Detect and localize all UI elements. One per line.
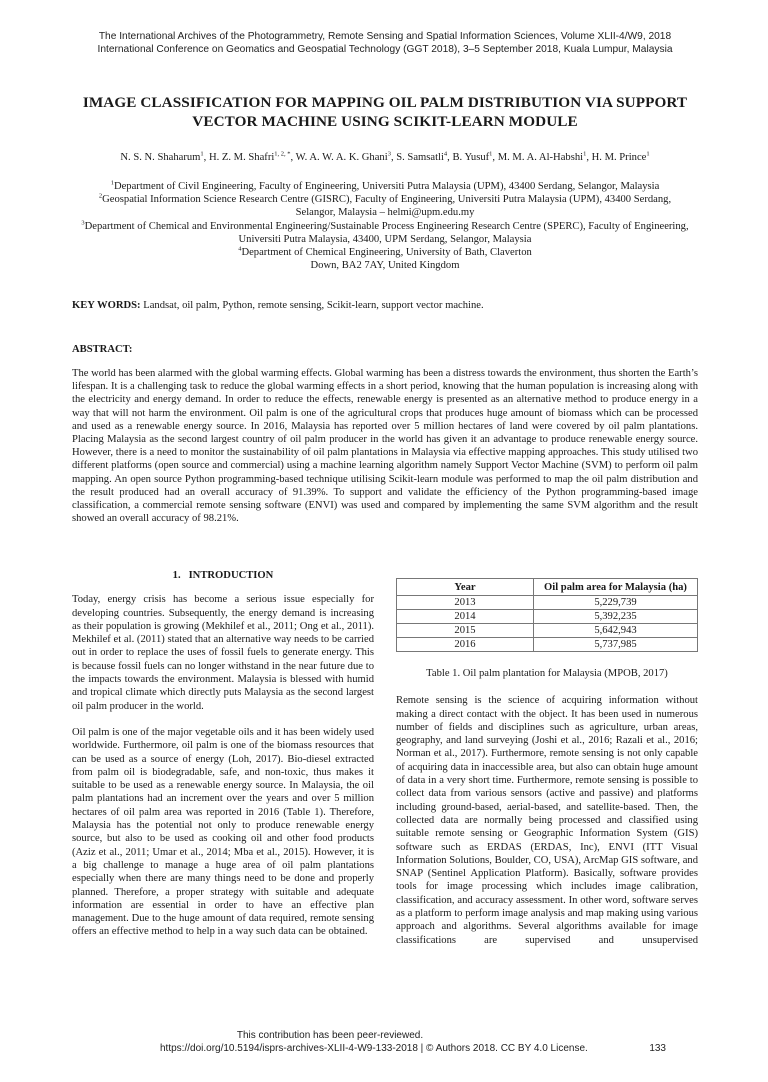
cell-area: 5,392,235 [534, 610, 698, 624]
keywords [72, 299, 702, 312]
table-caption: Table 1. Oil palm plantation for Malaysia (MPOB, 2017) [426, 668, 668, 679]
abstract-heading: ABSTRACT: [72, 344, 133, 355]
affiliation: $^1$Department of Civil Engineering, Faculty of Engineering, Universiti Putra Malaysia (UPM), 43400 Serdang, Selangor, Malaysia [110, 179, 660, 192]
page-number: 133 [649, 1043, 666, 1054]
section-heading-introduction: 1. INTRODUCTION [172, 570, 274, 581]
author: B. Yusuf$^1$ [452, 150, 493, 163]
author-list: N. S. N. Shaharum$^1$, H. Z. M. Shafri$^{1, 2, *}$, W. A. W. A. K. Ghani$^3$, S. Samsatli$^4$, B. Yusuf$^1$, M. M. A. Al-Habshi$^1$, H. M. Prince$^1$ [120, 150, 650, 163]
column-header-area: Oil palm area for Malaysia (ha) [534, 579, 698, 596]
abstract-text: The world has been alarmed with the global warming effects. Global warming has been a distress towards the environment, thus shorten the Earth’s lifespan. It is a challenging task to reduce the global warming effects in a short period, knowing that the human population is increasing along with the electricity and energy demand. In order to reduce the effects, renewable energy is presented as an alternative method to produce energy in a way that will not harm the environment. Oil palm is one of the agricultural crops that produces huge amount of biomass which can be processed and used as a renewable energy source. In 2016, Malaysia has reported over 5 million hectares of land were covered by oil palm plantations. Placing Malaysia as the second largest country of oil palm producer in the world has given it an advantage to produce renewable energy source. However, there is a need to monitor the sustainability of oil palm plantations in Malaysia via effective mapping approaches. This study utilised two different platforms (open source and commercial) using a machine learning algorithm namely Support Vector Machine (SVM) to perform oil palm mapping. An open source Python programming-based technique utilising Scikit-learn module was performed to map the oil palm distribution and the result produced had an overall accuracy of 91.39%. To support and validate the efficiency of the Python programming-based image classification, a commercial remote sensing software (ENVI) was used and compared by implementing the same SVM algorithm and the result showed an overall accuracy of 98.21%. [72, 368, 698, 525]
cell-year: 2014 [397, 610, 534, 624]
author: W. A. W. A. K. Ghani$^3$ [295, 150, 391, 163]
cell-area: 5,642,943 [534, 624, 698, 638]
paper-title-line-2: VECTOR MACHINE USING SCIKIT-LEARN MODULE [192, 113, 578, 130]
cell-area: 5,229,739 [534, 596, 698, 610]
column-header-year: Year [397, 579, 534, 596]
running-head-conference: International Conference on Geomatics and Geospatial Technology (GGT 2018), 3–5 September 2018, Kuala Lumpur, Malaysia [97, 44, 673, 55]
keywords-text: Landsat, oil palm, Python, remote sensing, Scikit-learn, support vector machine. [143, 300, 484, 311]
author: N. S. N. Shaharum$^1$ [120, 150, 204, 163]
running-head-journal: The International Archives of the Photogrammetry, Remote Sensing and Spatial Information Sciences, Volume XLII-4/W9, 2018 [98, 31, 672, 42]
remote-sensing-paragraph: Remote sensing is the science of acquiring information without making a direct contact with the object. It has been used in numerous number of fields and disciplines such as agriculture, urban areas, geography, and land surveying (Joshi et al., 2016; Razali et al., 2016; Norman et al., 2017). Furthermore, remote sensing is not only capable of acquiring data in inaccessible area, but also can obtain huge amount of data in a very short time. Furthermore, remote sensing is possible to collect data from various sensors (active and passive) and platforms including ground-based, aerial-based, and satellite-based. Then, the collected data are normally being processed and classified using suitable remote sensing or Geographic Information System (GIS) software such as ERDAS (ERDAS, Inc), ENVI (ITT Visual Information Solutions, Boulder, CO, USA), ArcMap GIS software, and SNAP (Sentinel Application Platform). Basically, software provides tools for image processing which includes image calibration, classification, and accuracy assessment. In other word, software serves as a platform to perform image analysis and map making using various approach and algorithms. Several algorithms available for image classifications are supervised and unsupervised [396, 695, 698, 946]
affiliation: $^2$Geospatial Information Science Research Centre (GISRC), Faculty of Engineering, Universiti Putra Malaysia (UPM), 43400 Serdang, Selangor, Malaysia – helmi@upm.edu.my [98, 192, 672, 219]
intro-paragraph-2: Oil palm is one of the major vegetable oils and it has been widely used worldwide. Furthermore, oil palm is one of the biomass resources that can be used as a source of energy (Loh, 2017). Bio-diesel extracted from palm oil is biodegradable, safe, and non-toxic, thus makes it suitable to be used as a renewable energy source. In Malaysia, the oil palm plantations had an increment over the years and over 5 million hectares of oil palm area was reported in 2016 (Table 1). Therefore, Malaysia has the potential not only to produce renewable energy source, but also to be used as cooking oil and other food products (Aziz et al., 2011; Umar et al., 2014; Mba et al., 2015). However, it is a big challenge to manage a huge area of oil palm plantations especially when there are many things need to be done and properly planned. Therefore, a proper strategy with suitable and adequate information are essential in order to have an effective plan management. Due to the huge amount of data required, remote sensing offers an effective method to help in a way such data can be obtained. [72, 726, 374, 938]
author: H. Z. M. Shafri$^{1, 2, *}$ [208, 150, 291, 163]
table-row [397, 624, 698, 638]
cell-year: 2015 [397, 624, 534, 638]
table-header-row [397, 579, 698, 596]
page-footer [60, 1029, 710, 1055]
keywords-label: KEY WORDS: [72, 300, 141, 311]
table-1 [396, 578, 698, 652]
cell-area: 5,737,985 [534, 638, 698, 652]
right-column [396, 578, 698, 960]
doi-line [60, 1042, 710, 1055]
affiliation: $^4$Department of Chemical Engineering, University of Bath, Claverton Down, BA2 7AY, United Kingdom [238, 245, 532, 272]
author: M. M. A. Al-Habshi$^1$ [497, 150, 587, 163]
left-column [72, 569, 374, 952]
cell-year: 2013 [397, 596, 534, 610]
paper-title-line-1: IMAGE CLASSIFICATION FOR MAPPING OIL PALM DISTRIBUTION VIA SUPPORT [82, 94, 688, 111]
table-row [397, 610, 698, 624]
affiliations [60, 180, 710, 272]
cell-year: 2016 [397, 638, 534, 652]
author: S. Samsatli$^4$ [396, 150, 448, 163]
doi-link[interactable]: https://doi.org/10.5194/isprs-archives-XLII-4-W9-133-2018 | © Authors 2018. CC BY 4.0 License. [160, 1043, 588, 1054]
affiliation: $^3$Department of Chemical and Environmental Engineering/Sustainable Process Engineering Research Centre (SPERC), Faculty of Engineering, Universiti Putra Malaysia, 43400, UPM Serdang, Selangor, Malaysia [81, 219, 689, 245]
running-head [60, 30, 710, 56]
table-row [397, 638, 698, 652]
table-row [397, 596, 698, 610]
author: H. M. Prince$^1$ [591, 150, 650, 163]
paper-title [60, 93, 710, 131]
intro-paragraph-1: Today, energy crisis has become a serious issue especially for developing countries. Subsequently, the energy demand is increasing as their population is growing (Mekhilef et al., 2011; Ong et al., 2011). Mekhilef et al. (2011) stated that an alternative way needs to be carried out in order to replace the uses of fossil fuels to generate energy. This is because fossil fuels can no longer withstand in the near future due to the impacts towards the environment. Malaysia is blessed with humid and tropical climate which directly puts Malaysia as the second largest oil palm producer in the world. [72, 594, 374, 712]
peer-review-note: This contribution has been peer-reviewed. [236, 1030, 424, 1041]
